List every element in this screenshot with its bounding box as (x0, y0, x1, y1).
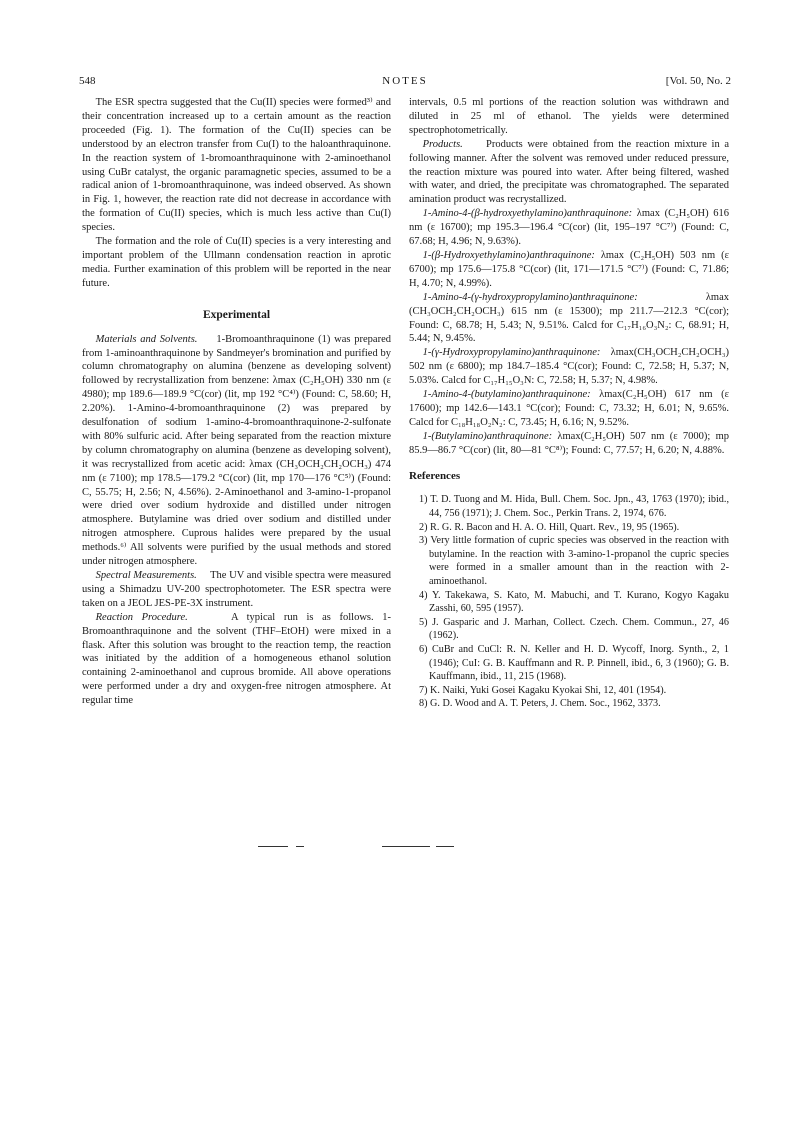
compound-3-data: λmax (CH₃OCH₂CH₂OCH₃) 615 nm (ε 15300); mp 211.7—212.3 °C(cor); Found: C, 68.78; H, 5.43; N, 9.51%. Calcd for C₁₇H₁₆O₃N₂: C, 68.91; H, 5.44; N, 9.45%. (409, 291, 729, 345)
compound-5-data: λmax(C₂H₅OH) 617 nm (ε 17600); mp 142.6—143.1 °C(cor); Found: C, 73.32; H, 6.01; N, 9.65%. Calcd for C₁₈H₁₈O₂N₂: C, 73.45; H, 6.16; N, 9.52%. (409, 389, 729, 428)
compound-1-name: 1-Amino-4-(β-hydroxyethylamino)anthraquinone: (422, 208, 633, 220)
end-rule (296, 846, 304, 847)
compound-2-name: 1-(β-Hydroxyethylamino)anthraquinone: (422, 249, 595, 261)
experimental-heading: Experimental (202, 308, 271, 321)
end-rule (258, 846, 288, 847)
reaction-paragraph (82, 611, 391, 708)
compound-4-entry (409, 346, 729, 388)
materials-text: 1-Bromoanthraquinone (1) was prepared from 1-aminoanthraquinone by Sandmeyer's bromination and purified by column chromatography on alumina (benzene as developing solvent) followed by recrystallization from benzene: λmax (C₂H₅OH) 330 nm (ε 4980); mp 189.6—189.9 °C(cor) (lit, mp 192 °C⁴⁾) (Found: C, 58.60; H, 2.20%). 1-Amino-4-bromoanthraquinone (2) was prepared by desulfonation of sodium 1-amino-4-bromoanthraquinone-2-sulfonate with 80% sulfuric acid. After being separated from the reaction mixture by column chromatography on alumina (benzene as developing solvent), it was recrystallized from acetic acid: λmax (CH₃OCH₂CH₂OCH₃) 474 nm (ε 7100); mp 178.5—179.2 °C(cor) (lit, mp 170—176 °C⁵⁾) (Found: C, 55.75; H, 2.56; N, 4.56%). 2-Aminoethanol and 3-amino-1-propanol were dried over sodium hydroxide and distilled under nitrogen atmosphere. Butylamine was dried over sodium and distilled under nitrogen atmosphere. Cuprous halides were prepared by the usual methods.⁶⁾ All solvents were purified by the usual methods and stored under nitrogen atmosphere. (82, 333, 391, 568)
reaction-paragraph-continued: intervals, 0.5 ml portions of the reaction solution was withdrawn and diluted in 25 ml of ethanol. The yields were determined spectrophotometrically. (409, 97, 729, 136)
page-number: 548 (79, 75, 96, 87)
section-name: NOTES (382, 75, 428, 87)
reference-item: 4) Y. Takekawa, S. Kato, M. Mabuchi, and T. Kurano, Kogyo Kagaku Zasshi, 60, 595 (1957). (419, 589, 729, 615)
products-text: Products were obtained from the reaction mixture in a following manner. After the solvent was removed under reduced pressure, the reaction mixture was poured into water. After being filtered, washed with water, and dried, the precipitate was chromatographed. The separated amination product was recrystallized. (409, 138, 730, 206)
compound-6-name: 1-(Butylamino)anthraquinone: (422, 430, 553, 442)
reference-item: 8) G. D. Wood and A. T. Peters, J. Chem. Soc., 1962, 3373. (419, 698, 661, 710)
discussion-paragraph-2: The formation and the role of Cu(II) species is a very interesting and important problem of the Ullmann condensation reaction in aprotic media. Further examination of this problem will be reported in the near future. (82, 236, 391, 289)
end-rule (436, 846, 454, 847)
products-heading: Products. (422, 138, 463, 150)
compound-1-entry (409, 207, 729, 249)
compound-3-name: 1-Amino-4-(γ-hydroxypropylamino)anthraquinone: (422, 291, 638, 303)
spectral-heading: Spectral Measurements. (95, 570, 197, 581)
references-heading: References (409, 469, 461, 482)
discussion-paragraph-1: The ESR spectra suggested that the Cu(II) species were formed³⁾ and their concentration increased up to a certain amount as the reaction proceeded (Fig. 1). The formation of the Cu(II) species can be understood by an electron transfer from Cu(I) to the haloanthraquinone. In the reaction system of 1-bromoanthraquinone with 2-aminoethanol using CuBr catalyst, the organic paramagnetic species, assumed to be a radical anion of 1-bromoanthraquinone, was indeed observed. As shown in Fig. 1, however, the reaction rate did not decrease in accordance with the formation of Cu(II) species, which is much less active than Cu(I) species. (82, 97, 391, 234)
compound-6-entry (409, 430, 729, 458)
left-column (82, 96, 391, 708)
compound-5-entry (409, 388, 729, 430)
compound-5-name: 1-Amino-4-(butylamino)anthraquinone: (422, 389, 591, 401)
materials-paragraph (82, 333, 391, 569)
reference-item: 6) CuBr and CuCl: R. N. Keller and H. D. Wycoff, Inorg. Synth., 2, 1 (1946); CuI: G. B. Kauffmann and R. P. Pinnell, ibid., 6, 3 (1960); G. B. Kauffmann, ibid., 11, 215 (1968). (419, 644, 729, 683)
volume-info: [Vol. 50, No. 2 (665, 75, 731, 87)
reference-item: 1) T. D. Tuong and M. Hida, Bull. Chem. Soc. Jpn., 43, 1763 (1970); ibid., 44, 756 (1971); J. Chem. Soc., Perkin Trans. 2, 1974, 676. (419, 494, 729, 520)
compound-1-data: λmax (C₂H₅OH) 616 nm (ε 16700); mp 195.3—196.4 °C(cor) (lit, 195–197 °C⁷⁾) (Found: C, 67.68; H, 4.96; N, 9.63%). (409, 208, 729, 248)
reaction-text: A typical run is as follows. 1-Bromoanthraquinone and the solvent (THF–EtOH) were mixed in a flask. After this solution was brought to the reaction temp, the reaction was initiated by the addition of a homogeneous ethanol solution containing 2-aminoethanol and cuprous bromide. All above operations were performed under a dry and oxygen-free nitrogen atmosphere. At regular time (82, 611, 391, 707)
running-head (79, 74, 731, 88)
compound-4-data: λmax(CH₃OCH₂CH₂OCH₃) 502 nm (ε 6800); mp 184.7–185.4 °C(cor); Found: C, 72.58; H, 5.37; N, 5.03%. Calcd for C₁₇H₁₅O₃N: C, 72.58; H, 5.37; N, 4.98%. (409, 347, 729, 387)
compound-4-name: 1-(γ-Hydroxypropylamino)anthraquinone: (422, 347, 601, 359)
compound-6-data: λmax(C₂H₅OH) 507 nm (ε 7000); mp 85.9—86.7 °C(cor) (lit, 80—81 °C⁸⁾); Found: C, 77.57; H, 6.20; N, 4.88%. (409, 430, 730, 456)
reference-item: 5) J. Gasparic and J. Marhan, Collect. Czech. Chem. Commun., 27, 46 (1962). (419, 616, 729, 642)
reference-item: 7) K. Naiki, Yuki Gosei Kagaku Kyokai Shi, 12, 401 (1954). (419, 684, 667, 696)
reference-item: 3) Very little formation of cupric species was observed in the reaction with butylamine. In the reaction with 3-amino-1-propanol the cupric species were formed in a smaller amount than in the reaction with 2-aminoethanol. (419, 535, 729, 588)
compound-3-entry (409, 291, 729, 347)
spectral-text: The UV and visible spectra were measured using a Shimadzu UV-200 spectrophotometer. The ESR spectra were taken on a JEOL JES-PE-3X instrument. (82, 570, 391, 609)
end-rule (382, 846, 430, 847)
reference-item: 2) R. G. R. Bacon and H. A. O. Hill, Quart. Rev., 19, 95 (1965). (419, 521, 680, 533)
products-paragraph (409, 138, 729, 208)
compound-2-entry (409, 249, 729, 291)
compound-2-data: λmax (C₂H₅OH) 503 nm (ε 6700); mp 175.6—175.8 °C(cor) (lit, 171—171.5 °C⁷⁾) (Found: C, 71.86; H, 4.70; N, 4.99%). (409, 249, 729, 289)
spectral-paragraph (82, 569, 391, 611)
materials-heading: Materials and Solvents. (95, 333, 198, 345)
right-column (409, 96, 729, 711)
reaction-heading: Reaction Procedure. (95, 611, 188, 623)
